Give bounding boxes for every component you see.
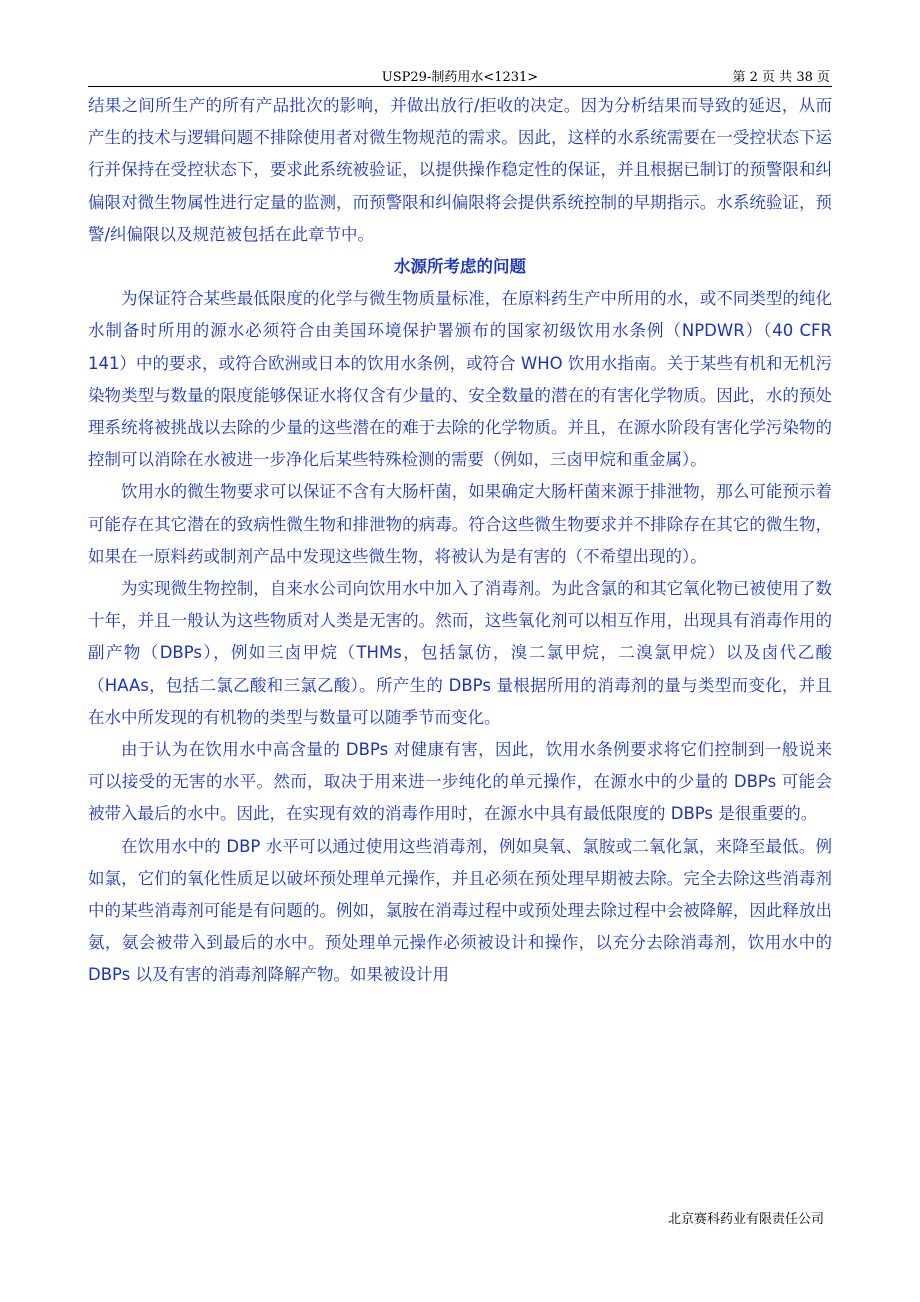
company-name: 北京赛科药业有限责任公司 — [667, 1212, 824, 1227]
page-footer — [668, 1208, 824, 1227]
paragraph: 为保证符合某些最低限度的化学与微生物质量标准，在原料药生产中所用的水，或不同类型的纯化水制备时所用的源水必须符合由美国环境保护署颁布的国家初级饮用水条例（NPDWR）（40 CFR 141）中的要求，或符合欧洲或日本的饮用水条例，或符合 WHO 饮用水指南。关于某些有机和无机污染物类型与数量的限度能够保证水将仅含有少量的、安全数量的潜在的有害化学物质。因此，水的预处理系统将被挑战以去除的少量的这些潜在的难于去除的化学物质。并且，在源水阶段有害化学污染物的控制可以消除在水被进一步净化后某些特殊检测的需要（例如，三卤甲烷和重金属）。 — [88, 289, 832, 470]
paragraph: 为实现微生物控制，自来水公司向饮用水中加入了消毒剂。为此含氯的和其它氧化物已被使用了数十年，并且一般认为这些物质对人类是无害的。然而，这些氧化剂可以相互作用，出现具有消毒作用的副产物（DBPs），例如三卤甲烷（THMs，包括氯仿，溴二氯甲烷，二溴氯甲烷）以及卤代乙酸（HAAs，包括二氯乙酸和三氯乙酸）。所产生的 DBPs 量根据所用的消毒剂的量与类型而变化，并且在水中所发现的有机物的类型与数量可以随季节而变化。 — [88, 579, 832, 727]
paragraph: 饮用水的微生物要求可以保证不含有大肠杆菌，如果确定大肠杆菌来源于排泄物，那么可能预示着可能存在其它潜在的致病性微生物和排泄物的病毒。符合这些微生物要求并不排除存在其它的微生物，如果在一原料药或制剂产品中发现这些微生物，将被认为是有害的（不希望出现的）。 — [88, 482, 832, 566]
page-header — [88, 62, 832, 87]
section-heading: 水源所考虑的问题 — [394, 257, 526, 277]
document-body — [88, 90, 832, 992]
page-number: 第 2 页 共 38 页 — [732, 70, 830, 85]
document-title: USP29-制药用水<1231> — [381, 70, 539, 85]
paragraph: 在饮用水中的 DBP 水平可以通过使用这些消毒剂，例如臭氧、氯胺或二氧化氯，来降至最低。例如氯，它们的氧化性质足以破坏预处理单元操作，并且必须在预处理早期被去除。完全去除这些消毒剂中的某些消毒剂可能是有问题的。例如，氯胺在消毒过程中或预处理去除过程中会被降解，因此释放出氨，氨会被带入到最后的水中。预处理单元操作必须被设计和操作，以充分去除消毒剂，饮用水中的 DBPs 以及有害的消毒剂降解产物。如果被设计用 — [88, 836, 832, 985]
intro-paragraph: 结果之间所生产的所有产品批次的影响，并做出放行/拒收的决定。因为分析结果而导致的延迟，从而产生的技术与逻辑问题不排除使用者对微生物规范的需求。因此，这样的水系统需要在一受控状态下运行并保持在受控状态下，要求此系统被验证，以提供操作稳定性的保证，并且根据已制订的预警限和纠偏限对微生物属性进行定量的监测，而预警限和纠偏限将会提供系统控制的早期指示。水系统验证，预警/纠偏限以及规范被包括在此章节中。 — [88, 96, 832, 244]
paragraph: 由于认为在饮用水中高含量的 DBPs 对健康有害，因此，饮用水条例要求将它们控制到一般说来可以接受的无害的水平。然而，取决于用来进一步纯化的单元操作，在源水中的少量的 DBPs 可能会被带入最后的水中。因此，在实现有效的消毒作用时，在源水中具有最低限度的 DBPs 是很重要的。 — [88, 740, 832, 824]
